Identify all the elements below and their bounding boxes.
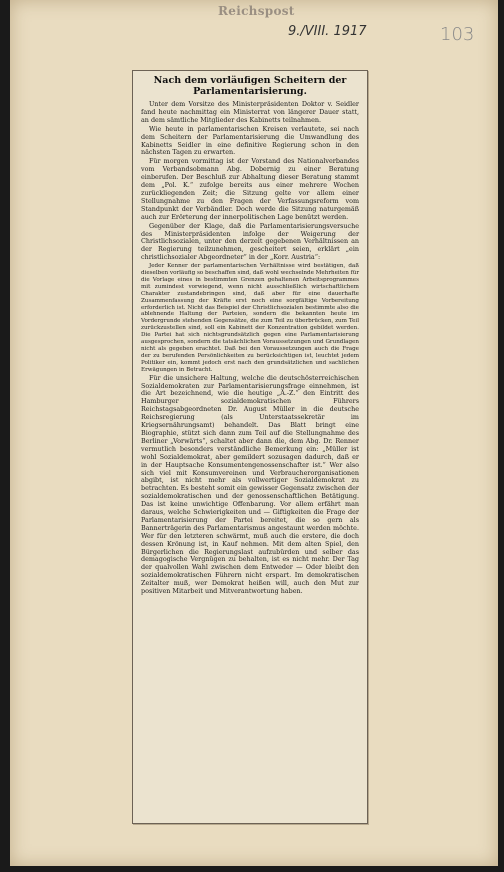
article-paragraph: Wie heute in parlamentarischen Kreisen verlautete, sei nach dem Scheitern der Parlamentarisierung die Umwandlung des Kabinetts Seidler in eine definitive Regierung schon in den nächsten Tagen zu erwarten. [141, 124, 359, 157]
newspaper-stamp: Reichspost [218, 4, 295, 18]
article-quote-paragraph: Jeder Kenner der parlamentarischen Verhältnisse wird bestätigen, daß dieselben vorläufig so beschaffen sind, daß wohl wechselnde Mehrheiten für die Vorlage eines in bestimmten Grenzen gehaltenen Arbeitsprogrammes mit zumindest vorwiegend, wenn nicht ausschließlich wirtschaftlichem Charakter zustandebringen sind, daß aber für eine dauerhafte Zusammenfassung der Kräfte erst noch eine sorgfältige Vorbereitung erforderlich ist. Nicht das Beispiel der Christlichsozialen bestimmte also die ablehnende Haltung der Parteien, sondern die bekannten heute im Vordergrunde stehenden Gegensätze, die zum Teil zu überbrücken, zum Teil zurückzustellen sind, soll ein Kabinett der Konzentration gebildet werden. Die Partei hat sich nichtsgrundsätzlich gegen eine Parlamentarisierung ausgesprochen, sondern die tatsächlichen Voraussetzungen und Grundlagen nicht als gegeben erachtet. Daß bei den Voraussetzungen auch die Frage der zu berufenden Persönlichkeiten zu berücksichtigen ist, leuchtet jedem Politiker ein, kommt jedoch erst nach den grundsätzlichen und sachlichen Erwägungen in Betracht. [141, 263, 359, 373]
article-paragraph: Für die unsichere Haltung, welche die deutschösterreichischen Sozialdemokraten zur Parlamentarisierungsfrage einnehmen, ist die Art bezeichnend, wie die heutige „A.-Z.“ den Eintritt des Hamburger sozialdemokratischen Führers Reichstagsabgeordneten Dr. August Müller in die deutsche Reichsregierung (als Unterstaatssekretär im Kriegsernährungsamt) behandelt. Das Blatt bringt eine Biographie, stützt sich dann zum Teil auf die Stellungnahme des Berliner „Vorwärts“, schaltet aber dann die, dem Abg. Dr. Renner vermutlich besonders verständliche Bemerkung ein: „Müller ist wohl Sozialdemokrat, aber gemildert sozusagen dadurch, daß er in der Hauptsache Konsumentengenossenschafter ist.“ Wer also sich viel mit Konsumvereinen und Verbraucherorganisationen abgibt, ist nicht mehr als vollwertiger Sozialdemokrat zu betrachten. Es besteht somit ein gewisser Gegensatz zwischen der sozialdemokratischen und der genossenschaftlichen Betätigung. Das ist keine unwichtige Offenbarung. Vor allem erfährt man daraus, welche Schwierigkeiten und — Giftigkeiten die Frage der Parlamentarisierung der Partei bereitet, die so gern als Bannerträgerin des Parlamentarismus angestaunt werden möchte. Wer für den letzteren schwärmt, muß auch die erstere, die doch dessen Krönung ist, in Kauf nehmen. Mit dem alten Spiel, den Bürgerlichen die Regierungslast aufzubürden und selber das demagogische Vergnügen zu behalten, ist es nicht mehr. Der Tag der qualvollen Wahl zwischen dem Entweder — Oder bleibt den sozialdemokratischen Führern nicht erspart. Im demokratischen Zeitalter muß, wer Demokrat heißen will, auch den Mut zur positiven Mitarbeit und Mitverantwortung haben. [141, 373, 359, 596]
archive-sheet [10, 0, 498, 866]
article-paragraph: Unter dem Vorsitze des Ministerpräsidenten Doktor v. Seidler fand heute nachmittag ein Ministerrat von längerer Dauer statt, an dem sämtliche Mitglieder des Kabinetts teilnahmen. [141, 100, 359, 124]
article-paragraph: Gegenüber der Klage, daß die Parlamentarisierungsversuche des Ministerpräsidenten infolge der Weigerung der Christlichsozialen, unter den derzeit gegebenen Verhältnissen an der Regierung teilzunehmen, gescheitert seien, erklärt „ein christlichsozialer Abgeordneter“ in der „Korr. Austria“: [141, 221, 359, 262]
handwritten-date: 9./VIII. 1917 [288, 24, 367, 39]
newspaper-clipping [132, 70, 368, 824]
article-headline: Nach dem vorläufigen Scheitern der Parlamentarisierung. [153, 75, 347, 97]
page-number: 103 [440, 24, 475, 45]
article-paragraph: Für morgen vormittag ist der Vorstand des Nationalverbandes vom Verbandsobmann Abg. Dobernig zu einer Beratung einberufen. Der Beschluß zur Abhaltung dieser Beratung stammt dem „Pol. K.“ zufolge bereits aus einer mehrere Wochen zurückliegenden Zeit; die Sitzung gelte vor allem einer Stellungnahme zu den Fragen der Verfassungsreform vom Standpunkt der Verbändler. Doch werde die Sitzung naturgemäß auch zur Erörterung der innerpolitischen Lage benützt werden. [141, 157, 359, 221]
article-body [141, 101, 359, 597]
